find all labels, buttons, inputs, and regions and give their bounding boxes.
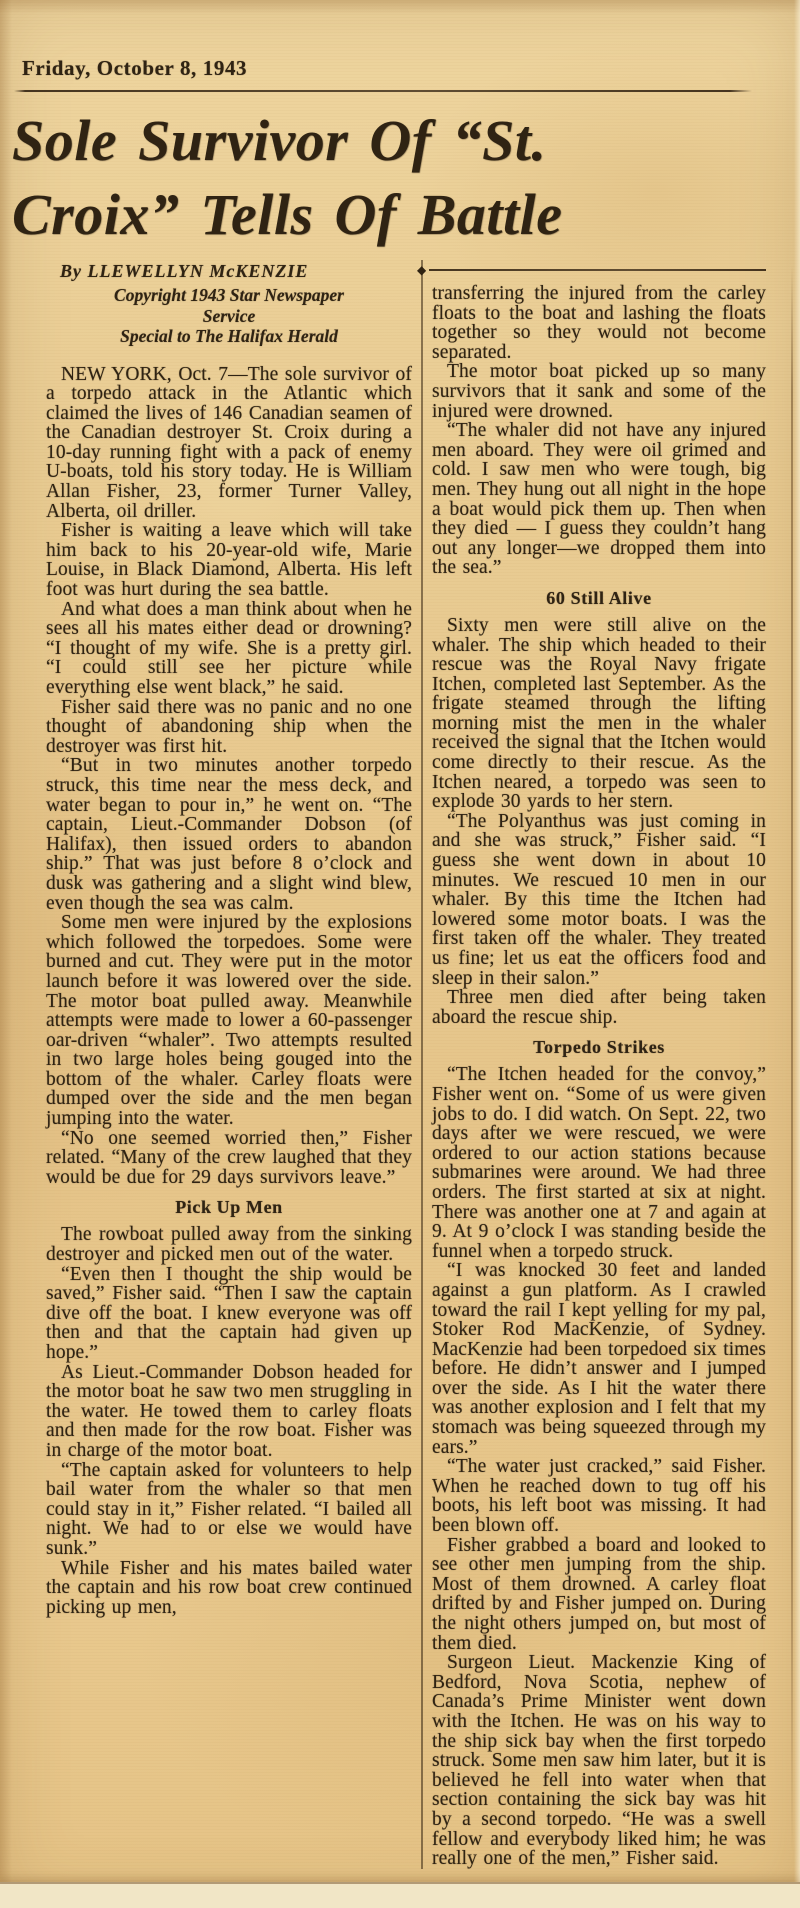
- para-fisher-leave: Fisher is waiting a leave which will take him back to his 20-year-old wife, Marie Louise, in Black Diamond, Alberta. His left foot was hurt during the sea battle.: [46, 520, 412, 601]
- diamond-ornament-icon: ◆: [417, 263, 427, 277]
- para-no-panic: Fisher said there was no panic and no one thought of abandoning ship when the destroyer was first hit.: [46, 696, 412, 757]
- dateline: Friday, October 8, 1943: [22, 56, 248, 80]
- para-motorboat-sank: The motor boat picked up so many survivors that it sank and some of the injured were drowned.: [432, 361, 766, 422]
- para-injured-men: Some men were injured by the explosions which followed the torpedoes. Some were burned and cut. They were put in the motor launch before it was lowered over the side. The motor boat pulled away. Meanwhile attempts were made to lower a 60-passenger oar-driven “whaler”. Two attempts resulted in two large holes being gouged into the bottom of the whaler. Carley floats were dumped over the side and the men began jumping into the water.: [46, 912, 412, 1130]
- para-bail-water: “The captain asked for volunteers to help bail water from the whaler so that men could stay in it,” Fisher related. “I bailed all night. We had to or else we would have sunk.”: [46, 1459, 412, 1559]
- headline: [12, 104, 792, 252]
- para-transferring: transferring the injured from the carley floats to the boat and lashing the floats together so they would not become separated.: [432, 283, 766, 363]
- para-no-one-worried: “No one seemed worried then,” Fisher related. “Many of the crew laughed that they would be due for 29 days survivors leave.”: [46, 1127, 412, 1188]
- para-whaler-no-injured: “The whaler did not have any injured men aboard. They were oil grimed and cold. I saw men who were tough, big men. They hung out all night in the hope a boat would pick them up. Then when they died — I guess they couldn’t hang out any longer—we dropped them into the sea.”: [432, 420, 766, 579]
- article-columns: [0, 252, 800, 1869]
- para-rowboat: The rowboat pulled away from the sinking destroyer and picked men out of the water.: [46, 1224, 412, 1266]
- copyright-line: Copyright 1943 Star Newspaper Service: [114, 285, 344, 326]
- subhead-60-still-alive: 60 Still Alive: [546, 587, 652, 608]
- para-man-think: And what does a man think about when he sees all his mates either dead or drowning? “I thought of my wife. She is a pretty girl. “I could still see her picture while everything else went black,” he said.: [46, 598, 412, 698]
- para-while-fisher-bailed: While Fisher and his mates bailed water the captain and his row boat crew continued picking up men,: [46, 1557, 412, 1618]
- headline-line-2: Croix” Tells Of Battle: [12, 182, 563, 247]
- para-lede: NEW YORK, Oct. 7—The sole survivor of a torpedo attack in the Atlantic which claimed the lives of 146 Canadian seamen of the Canadian destroyer St. Croix during a 10-day running fight with a pack of enemy U-boats, told his story today. He is William Allan Fisher, 23, former Turner Valley, Alberta, oil driller.: [46, 363, 412, 522]
- para-second-torpedo: “But in two minutes another torpedo struck, this time near the mess deck, and water began to pour in,” he went on. “The captain, Lieut.-Commander Dobson (of Halifax), then issued orders to abandon ship.” That was just before 8 o’clock and dusk was gathering and a slight wind blew, even though the sea was calm.: [46, 755, 412, 914]
- clipping-bottom-edge: [0, 1882, 800, 1908]
- right-column: [417, 260, 766, 1870]
- para-water-cracked: “The water just cracked,” said Fisher. When he reached down to tug off his boots, his left boot was missing. It had been blown off.: [432, 1456, 766, 1537]
- para-surgeon-mackenzie-king: Surgeon Lieut. Mackenzie King of Bedford, Nova Scotia, nephew of Canada’s Prime Minister went down with the Itchen. He was on his way to the ship sick bay when the first torpedo struck. Some men saw him later, but it is believed he fell into water when that section containing the sick bay was hit by a second torpedo. “He was a swell fellow and everybody liked him; he was really one of the men,” Fisher said.: [432, 1652, 766, 1870]
- subhead-torpedo-strikes: Torpedo Strikes: [533, 1037, 665, 1058]
- para-grabbed-board: Fisher grabbed a board and looked to see other men jumping from the ship. Most of them drowned. A carley float drifted by and Fisher jumped on. During the night others jumped on, but most of them died.: [432, 1534, 766, 1654]
- special-to-line: Special to The Halifax Herald: [120, 326, 338, 346]
- headline-line-1: Sole Survivor Of “St.: [12, 108, 547, 173]
- para-polyanthus: “The Polyanthus was just coming in and she was struck,” Fisher said. “I guess she went down in about 10 minutes. We rescued 10 men in our whaler. By this time the Itchen had lowered some motor boats. I was the first taken off the whaler. They treated us fine; let us eat the officers food and sleep in their salon.”: [432, 810, 766, 989]
- para-even-then: “Even then I thought the ship would be saved,” Fisher said. “Then I saw the captain dive off the boat. I knew everyone was off then and that the captain had given up hope.”: [46, 1263, 412, 1363]
- right-column-text: [432, 284, 766, 1869]
- para-three-died: Three men died after being taken aboard the rescue ship.: [432, 987, 766, 1028]
- byline: By LLEWELLYN McKENZIE: [60, 261, 309, 281]
- left-column: [46, 260, 412, 1869]
- para-itchen-convoy: “The Itchen headed for the convoy,” Fisher went on. “Some of us were given jobs to do. I did watch. On Sept. 22, two days after we were rescued, we were ordered to our action stations because submarines were around. We had three orders. The first started at six at night. There was another one at 7 and again at 9. At 9 o’clock I was standing beside the funnel when a torpedo struck.: [432, 1064, 766, 1262]
- top-rule: [14, 90, 752, 92]
- para-dobson-motorboat: As Lieut.-Commander Dobson headed for the motor boat he saw two men struggling in the water. He towed them to carley floats and then made for the row boat. Fisher was in charge of the motor boat.: [46, 1361, 412, 1461]
- byline-rule: [417, 263, 766, 277]
- byline-rule-line: [429, 269, 766, 271]
- para-knocked-30-feet: “I was knocked 30 feet and landed against a gun platform. As I crawled toward the rail I kept yelling for my pal, Stoker Rod MacKenzie, of Sydney. MacKenzie had been torpedoed six times before. He didn’t answer and I jumped over the side. As I hit the water there was another explosion and I felt that my stomach was being squeezed through my ears.”: [432, 1260, 766, 1458]
- para-sixty-men: Sixty men were still alive on the whaler. The ship which headed to their rescue was the Royal Navy frigate Itchen, completed last September. As the frigate steamed through the lifting morning mist the men in the whaler received the signal that the Itchen would come directly to their rescue. As the Itchen neared, a torpedo was seen to explode 30 yards to her stern.: [432, 614, 766, 813]
- subhead-pick-up-men: Pick Up Men: [175, 1197, 283, 1218]
